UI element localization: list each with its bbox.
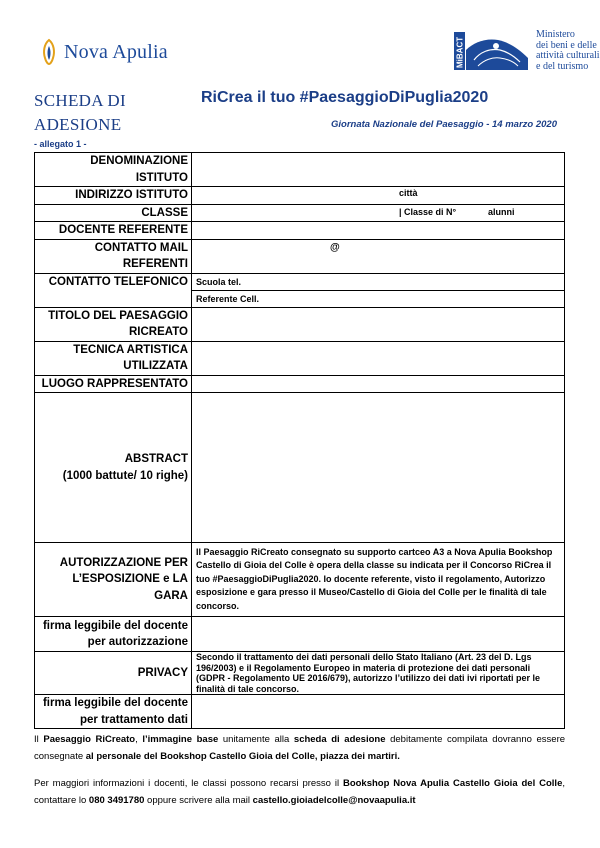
mibact-logo	[452, 30, 600, 72]
titolo-paesaggio-field[interactable]	[192, 307, 565, 341]
privacy-text: Secondo il trattamento dei dati personali dello Stato Italiano (Art. 23 del D. Lgs 196/2003) e il Regolamento Europeo in materia di protezione dei dati personali (GDPR - Regolamento UE 2016/679), autorizzo l’utilizzo dei dati ivi riportati per le finalità di tale concorso.	[192, 652, 565, 695]
tecnica-artistica-label: TECNICA ARTISTICA UTILIZZATA	[35, 341, 192, 375]
denominazione-label: DENOMINAZIONE ISTITUTO	[35, 153, 192, 187]
abstract-field[interactable]	[192, 393, 565, 543]
at-sign: @	[330, 241, 340, 253]
firma-privacy-label: firma leggibile del docente per trattamento dati	[35, 695, 192, 729]
contatto-telefonico-label: CONTATTO TELEFONICO	[35, 273, 192, 307]
alunni-label: alunni	[488, 206, 515, 217]
indirizzo-field[interactable]	[192, 187, 565, 205]
autorizzazione-text: Il Paesaggio RiCreato consegnato su supporto cartceo A3 a Nova Apulia Bookshop Castello di Gioia del Colle è opera della classe su indicata per il Concorso RiCrea il tuo #PaesaggioDiPuglia2020. Io docente referente, visto il regolamento, Autorizzo esposizione e gara presso il Museo/Castello di Gioia del Colle per le finalità di tale concorso.	[192, 543, 565, 617]
contatto-mail-label: CONTATTO MAIL REFERENTI	[35, 239, 192, 273]
phone-number: 080 3491780	[88, 795, 145, 806]
luogo-rappresentato-label: LUOGO RAPPRESENTATO	[35, 375, 192, 393]
adesione-form-table	[34, 152, 565, 729]
firma-privacy-field[interactable]	[192, 695, 565, 729]
tecnica-artistica-field[interactable]	[192, 341, 565, 375]
luogo-rappresentato-field[interactable]	[192, 375, 565, 393]
scuola-tel-field[interactable]	[192, 273, 565, 290]
classe-label: CLASSE	[35, 204, 192, 222]
nova-apulia-logo	[40, 38, 168, 66]
referente-cell-field[interactable]	[192, 290, 565, 307]
mibact-logo-text: Ministero dei beni e delle attività culturali e del turismo	[536, 29, 600, 72]
info-note: Per maggiori informazioni i docenti, le classi possono recarsi presso il Bookshop Nova Apulia Castello Gioia del Colle, contattare lo 080 3491780 oppure scrivere alla mail castello.gioiadelcolle@novaapulia.it	[34, 778, 565, 806]
contatto-mail-field[interactable]	[192, 239, 565, 273]
classe-numero-label: | Classe di N°	[399, 206, 457, 217]
consegna-note: Il Paesaggio RiCreato, l’immagine base unitamente alla scheda di adesione debitamente compilata dovranno essere consegnate al personale del Bookshop Castello Gioia del Colle, piazza dei martiri.	[34, 734, 566, 762]
scuola-tel-label: Scuola tel.	[196, 276, 242, 287]
autorizzazione-label: AUTORIZZAZIONE PER L’ESPOSIZIONE e LA GARA	[35, 543, 192, 617]
email-address[interactable]: castello.gioiadelcolle@novaapulia.it	[252, 795, 416, 806]
privacy-label: PRIVACY	[35, 652, 192, 695]
allegato-label: - allegato 1 -	[34, 139, 87, 149]
firma-autorizzazione-label: firma leggibile del docente per autorizzazione	[35, 617, 192, 652]
classe-field[interactable]	[192, 204, 565, 222]
denominazione-field[interactable]	[192, 153, 565, 187]
page-title: RiCrea il tuo #PaesaggioDiPuglia2020	[201, 89, 489, 106]
docente-referente-label: DOCENTE REFERENTE	[35, 222, 192, 240]
referente-cell-label: Referente Cell.	[196, 293, 260, 304]
page-subtitle: Giornata Nazionale del Paesaggio - 14 marzo 2020	[331, 119, 557, 130]
firma-autorizzazione-field[interactable]	[192, 617, 565, 652]
citta-label: città	[399, 188, 418, 198]
indirizzo-label: INDIRIZZO ISTITUTO	[35, 187, 192, 205]
titolo-paesaggio-label: TITOLO DEL PAESAGGIO RICREATO	[35, 307, 192, 341]
mibact-emblem-icon	[452, 30, 530, 72]
abstract-label: ABSTRACT (1000 battute/ 10 righe)	[35, 393, 192, 543]
docente-referente-field[interactable]	[192, 222, 565, 240]
nova-apulia-emblem-icon	[40, 38, 58, 66]
mibact-badge-text: MiBACT	[455, 36, 465, 68]
scheda-adesione-title: SCHEDA DI ADESIONE	[34, 91, 126, 134]
nova-apulia-logo-text: Nova Apulia	[64, 40, 168, 63]
